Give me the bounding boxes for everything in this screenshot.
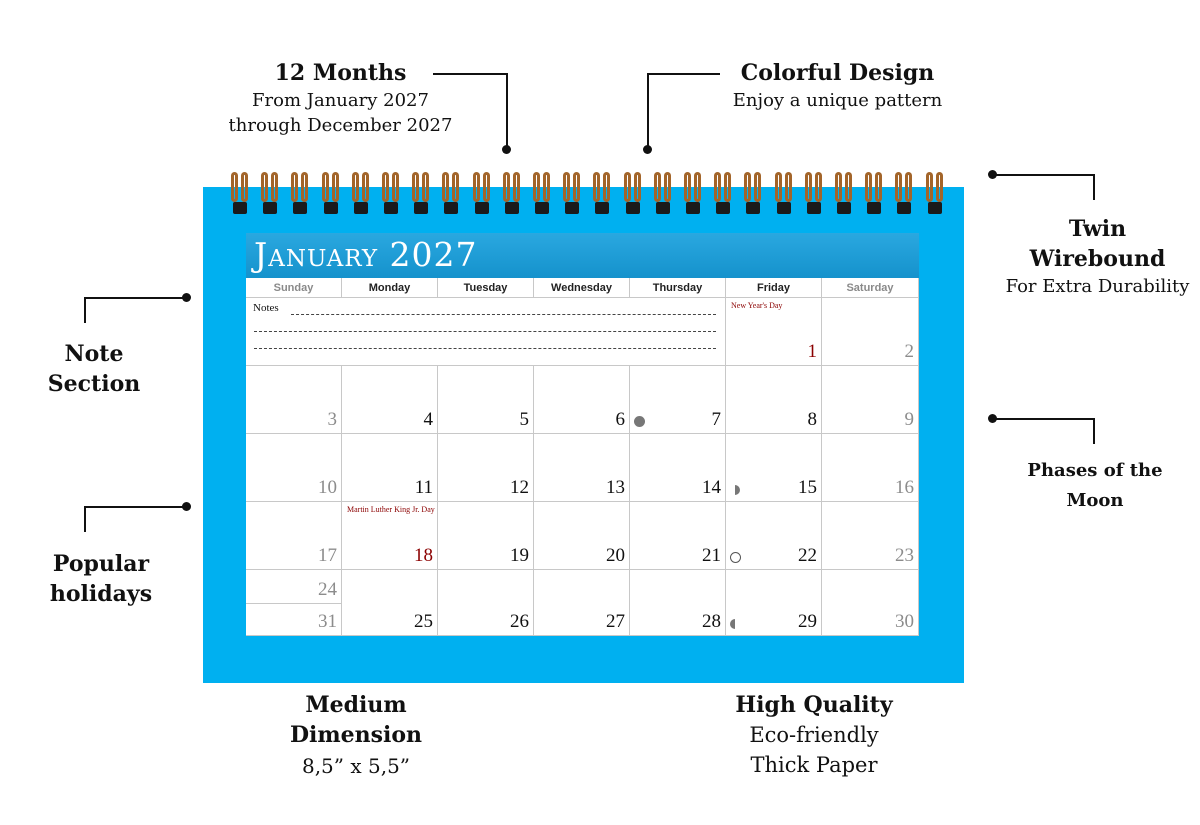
weekday-wednesday: Wednesday [534,278,630,298]
day-cell[interactable] [822,434,919,502]
calendar-page [246,233,919,636]
weekday-sunday: Sunday [246,278,342,298]
wire-loop [835,172,842,202]
callout-title: High Quality [735,692,893,718]
month-header [246,233,919,278]
wire-loop [573,172,580,202]
day-number: 20 [606,545,625,566]
wire-coil [382,170,400,217]
wire-coil [322,170,340,217]
day-cell[interactable] [438,434,534,502]
notes-label: Notes [253,302,279,314]
callout-popular-holidays [5,549,197,609]
punch-hole [807,202,821,214]
wire-loop [775,172,782,202]
wire-loop [926,172,933,202]
callout-text: From January 2027 [252,90,429,111]
connector-line [84,297,86,323]
day-number: 4 [423,409,433,430]
day-cell[interactable] [822,366,919,434]
connector-line [84,297,186,299]
day-number: 21 [702,545,721,566]
wire-coil [805,170,823,217]
day-number: 28 [702,611,721,632]
wire-loop [483,172,490,202]
wire-coil [775,170,793,217]
day-cell[interactable] [630,434,726,502]
wire-loop [231,172,238,202]
callout-text: Thick Paper [750,753,878,777]
punch-hole [354,202,368,214]
calendar-grid [246,278,919,636]
connector-dot [182,293,191,302]
wire-loop [805,172,812,202]
punch-hole [595,202,609,214]
wire-loop [503,172,510,202]
day-number: 8 [807,409,817,430]
wire-coil [473,170,491,217]
connector-line [647,73,649,150]
day-cell[interactable] [342,502,438,570]
weekday-tuesday: Tuesday [438,278,534,298]
day-number: 16 [895,477,914,498]
day-number: 23 [895,545,914,566]
punch-hole [535,202,549,214]
wire-coil [503,170,521,217]
wire-coil [926,170,944,217]
day-number: 13 [606,477,625,498]
wire-loop [362,172,369,202]
day-number: 7 [711,409,721,430]
callout-title: Twin Wirebound [1029,216,1166,272]
last-quarter-moon-icon [730,619,740,629]
wire-coil [261,170,279,217]
callout-text: Enjoy a unique pattern [732,90,943,111]
weekday-monday: Monday [342,278,438,298]
callout-title: 12 Months [274,60,407,86]
day-number: 9 [904,409,914,430]
wire-coil [624,170,642,217]
wire-loop [624,172,631,202]
wire-loop [593,172,600,202]
wire-loop [322,172,329,202]
wire-loop [261,172,268,202]
day-number: 2 [904,341,914,362]
day-number: 5 [519,409,529,430]
day-cell[interactable] [246,366,342,434]
connector-line [992,418,1094,420]
callout-title: Popular holidays [49,551,153,607]
day-cell[interactable] [438,570,534,636]
punch-hole [565,202,579,214]
punch-hole [233,202,247,214]
day-cell[interactable] [822,502,919,570]
callout-twin-wirebound [1000,214,1195,299]
day-cell[interactable] [630,366,726,434]
day-cell[interactable] [438,366,534,434]
wire-loop [714,172,721,202]
day-cell[interactable] [342,366,438,434]
wire-loop [875,172,882,202]
day-number: 27 [606,611,625,632]
day-number: 10 [318,477,337,498]
day-cell[interactable] [630,570,726,636]
punch-hole [686,202,700,214]
punch-hole [656,202,670,214]
callout-high-quality [714,690,914,780]
notes-line [254,348,716,349]
wire-coil [291,170,309,217]
day-cell[interactable] [726,502,822,570]
wire-loop [603,172,610,202]
month-title: January 2027 [254,235,478,274]
day-cell[interactable] [342,570,438,636]
callout-text: through December 2027 [228,115,453,136]
day-number: 29 [798,611,817,632]
connector-dot [182,502,191,511]
day-cell[interactable] [726,366,822,434]
wire-loop [352,172,359,202]
day-cell[interactable] [822,298,919,366]
wire-loop [543,172,550,202]
wire-coil [865,170,883,217]
day-cell[interactable] [246,434,342,502]
punch-hole [444,202,458,214]
new-moon-icon [634,416,645,427]
full-moon-icon [730,552,741,563]
wire-coil [895,170,913,217]
day-number: 19 [510,545,529,566]
callout-note-section [18,339,170,399]
wire-coil [593,170,611,217]
day-cell[interactable] [534,366,630,434]
wire-loop [895,172,902,202]
wire-loop [744,172,751,202]
connector-line [1093,174,1095,200]
connector-dot [643,145,652,154]
day-cell[interactable] [726,298,822,366]
day-number: 3 [327,409,337,430]
connector-line [992,174,1094,176]
wire-loop [654,172,661,202]
day-cell[interactable] [246,502,342,570]
wire-loop [785,172,792,202]
wire-loop [845,172,852,202]
day-number: 31 [318,611,337,632]
first-quarter-moon-icon [730,485,740,495]
wire-coil [442,170,460,217]
day-number: 6 [615,409,625,430]
wire-loop [392,172,399,202]
punch-hole [928,202,942,214]
connector-dot [502,145,511,154]
wire-loop [513,172,520,202]
day-number: 17 [318,545,337,566]
wire-loop [291,172,298,202]
day-cell[interactable] [534,570,630,636]
wire-loop [442,172,449,202]
weekday-friday: Friday [726,278,822,298]
punch-hole [867,202,881,214]
wire-loop [865,172,872,202]
day-cell[interactable] [534,502,630,570]
holiday-label: New Year's Day [731,301,783,310]
day-cell[interactable] [438,502,534,570]
wire-loop [905,172,912,202]
punch-hole [293,202,307,214]
wire-loop [271,172,278,202]
notes-line [254,331,716,332]
connector-line [506,73,508,150]
day-number: 1 [807,341,817,362]
callout-text: Eco-friendly [749,723,879,747]
wire-coil [714,170,732,217]
wire-coil [684,170,702,217]
wire-coil [231,170,249,217]
wire-loop [815,172,822,202]
weekday-thursday: Thursday [630,278,726,298]
notes-section[interactable] [246,298,726,366]
connector-line [84,506,186,508]
day-number: 11 [414,477,433,498]
wire-coil [533,170,551,217]
callout-title: Medium [305,692,407,718]
day-cell[interactable] [534,434,630,502]
day-number: 12 [510,477,529,498]
wire-loop [422,172,429,202]
wire-loop [533,172,540,202]
punch-hole [324,202,338,214]
wire-loop [563,172,570,202]
callout-title: Colorful Design [740,60,935,86]
punch-hole [897,202,911,214]
callout-medium-dimension [270,690,442,782]
wire-loop [724,172,731,202]
wire-loop [754,172,761,202]
punch-hole [626,202,640,214]
callout-text: 8,5” x 5,5” [301,754,411,778]
day-cell[interactable] [726,434,822,502]
wire-loop [664,172,671,202]
wire-loop [634,172,641,202]
day-number: 15 [798,477,817,498]
day-cell[interactable] [246,604,342,636]
day-cell[interactable] [246,570,342,604]
weekday-saturday: Saturday [822,278,919,298]
wire-loop [684,172,691,202]
punch-hole [263,202,277,214]
punch-hole [505,202,519,214]
day-number: 25 [414,611,433,632]
wire-coil [352,170,370,217]
connector-line [84,506,86,532]
wire-coil [744,170,762,217]
day-number: 26 [510,611,529,632]
holiday-label: Martin Luther King Jr. Day [347,505,435,514]
punch-hole [384,202,398,214]
wire-loop [412,172,419,202]
connector-line [1093,418,1095,444]
callout-colorful-design [720,58,955,113]
punch-hole [716,202,730,214]
wire-loop [301,172,308,202]
day-number: 14 [702,477,721,498]
punch-hole [777,202,791,214]
callout-text: For Extra Durability [1005,276,1190,297]
connector-line [433,73,507,75]
wire-coil [835,170,853,217]
wire-loop [452,172,459,202]
wire-loop [936,172,943,202]
wire-loop [473,172,480,202]
punch-hole [837,202,851,214]
callout-title: Note Section [47,341,141,397]
wire-coil [654,170,672,217]
day-number: 22 [798,545,817,566]
wire-coil [563,170,581,217]
callout-12-months [228,58,453,138]
day-cell[interactable] [342,434,438,502]
wire-loop [694,172,701,202]
callout-title: Phases of the Moon [1027,460,1163,511]
punch-hole [475,202,489,214]
connector-line [647,73,720,75]
day-cell[interactable] [726,570,822,636]
wire-loop [332,172,339,202]
punch-hole [746,202,760,214]
notes-line [291,314,716,315]
day-cell[interactable] [630,502,726,570]
callout-moon-phases [996,456,1194,516]
callout-title: Dimension [289,722,423,748]
day-number: 18 [414,545,433,566]
punch-hole [414,202,428,214]
wire-loop [241,172,248,202]
day-number: 24 [318,579,337,600]
wire-loop [382,172,389,202]
day-number: 30 [895,611,914,632]
wire-coil [412,170,430,217]
day-cell[interactable] [822,570,919,636]
